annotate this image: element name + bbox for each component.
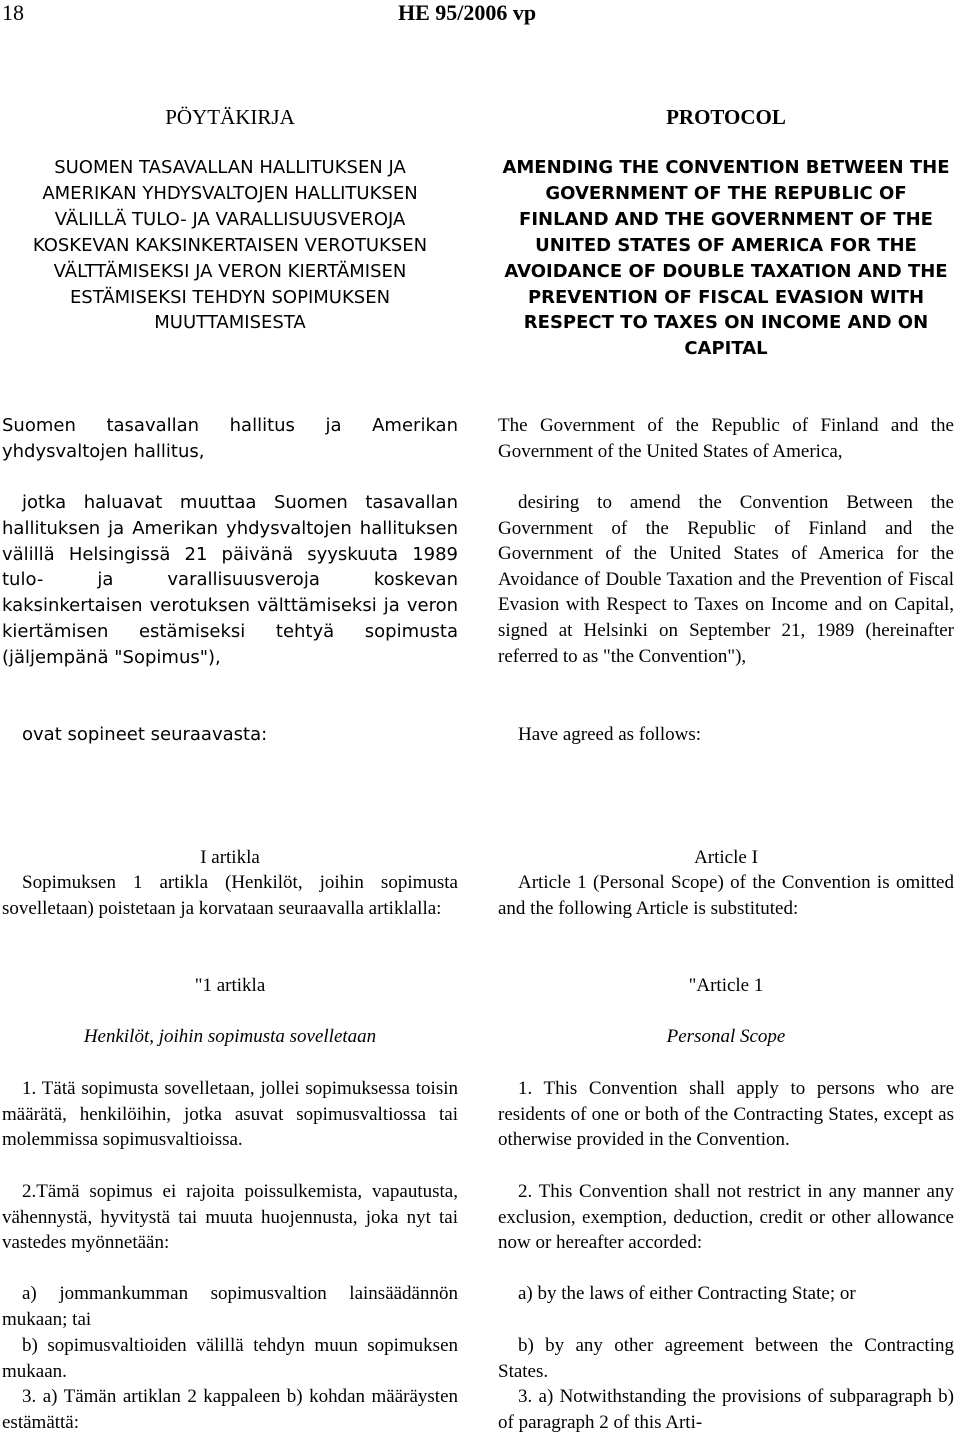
english-para-1: 1. This Convention shall apply to persons who are residents of one or both of the Contracting States, except as otherwise provided in the Convention. (498, 1078, 954, 1151)
finnish-para-2b: b) sopimusvaltioiden välillä tehdyn muun sopimuksen mukaan. (2, 1335, 458, 1382)
finnish-agreed: ovat sopineet seuraavasta: (22, 724, 268, 745)
english-para-2a: a) by the laws of either Contracting State; or (518, 1283, 856, 1304)
finnish-para-2a: a) jommankumman sopimusvaltion lainsäädännön mukaan; tai (2, 1283, 458, 1330)
page-number: 18 (2, 0, 24, 25)
english-agreed: Have agreed as follows: (518, 724, 702, 745)
finnish-para-1: 1. Tätä sopimusta sovelletaan, jollei sopimuksessa toisin määrätä, henkilöihin, jotka asuvat sopimusvaltiossa tai molemmissa sopimusvaltioissa. (2, 1078, 458, 1151)
finnish-parties: Suomen tasavallan hallitus ja Amerikan yhdysvaltojen hallitus, (2, 415, 458, 462)
page-header (0, 0, 960, 34)
finnish-article-title: I artikla (200, 847, 260, 868)
english-parties: The Government of the Republic of Finland and the Government of the United States of America, (498, 415, 954, 462)
english-desiring: desiring to amend the Convention Between the Government of the Republic of Finland and the Government of the United States of America for the Avoidance of Double Taxation and the Prevention of Fiscal Evasion with Respect to Taxes on Income and on Capital, signed at Helsinki on September 21, 1989 (hereinafter referred to as "the Convention"), (498, 492, 954, 667)
english-quoted-article: "Article 1 (688, 975, 764, 996)
english-para-3: 3. a) Notwithstanding the provisions of subparagraph b) of paragraph 2 of this Arti- (498, 1386, 954, 1433)
document-id: HE 95/2006 vp (398, 0, 537, 25)
finnish-scope-title: Henkilöt, joihin sopimusta sovelletaan (83, 1026, 377, 1047)
finnish-title: PÖYTÄKIRJA (165, 105, 295, 129)
english-para-2b: b) by any other agreement between the Contracting States. (498, 1335, 954, 1382)
english-scope-title: Personal Scope (666, 1026, 786, 1047)
english-heading: AMENDING THE CONVENTION BETWEEN THE GOVERNMENT OF THE REPUBLIC OF FINLAND AND THE GOVERNMENT OF THE UNITED STATES OF AMERICA FOR THE AVOIDANCE OF DOUBLE TAXATION AND THE PREVENTION OF FISCAL EVASION WITH RESPECT TO TAXES ON INCOME AND ON CAPITAL (502, 157, 950, 360)
finnish-desiring: jotka haluavat muuttaa Suomen tasavallan hallituksen ja Amerikan yhdysvaltojen hallituksen välillä Helsingissä 21 päivänä syyskuuta 1989 tulo- ja varallisuusveroja koskevan kaksinkertaisen verotuksen välttämiseksi ja veron kiertämisen estämiseksi tehtyä sopimusta (jäljempänä "Sopimus"), (2, 492, 458, 668)
finnish-quoted-article: "1 artikla (194, 975, 266, 996)
finnish-para-3: 3. a) Tämän artiklan 2 kappaleen b) kohdan määräysten estämättä: (2, 1386, 458, 1433)
finnish-para-2: 2.Tämä sopimus ei rajoita poissulkemista, vapautusta, vähennystä, hyvitystä tai muuta huojennusta, joka nyt tai vastedes myönnetään: (2, 1181, 458, 1254)
finnish-heading: SUOMEN TASAVALLAN HALLITUKSEN JA AMERIKAN YHDYSVALTOJEN HALLITUKSEN VÄLILLÄ TULO- JA VARALLISUUSVEROJA KOSKEVAN KAKSINKERTAISEN VEROTUKSEN VÄLTTÄMISEKSI JA VERON KIERTÄMISEN ESTÄMISEKSI TEHDYN SOPIMUKSEN MUUTTAMISESTA (32, 157, 428, 334)
english-para-2: 2. This Convention shall not restrict in any manner any exclusion, exemption, deduction, credit or other allowance now or hereafter accorded: (498, 1181, 954, 1254)
finnish-article-intro: Sopimuksen 1 artikla (Henkilöt, joihin sopimusta sovelletaan) poistetaan ja korvataan seuraavalla artiklalla: (2, 872, 458, 919)
english-article-title: Article I (694, 847, 758, 868)
english-title: PROTOCOL (666, 105, 786, 129)
english-article-intro: Article 1 (Personal Scope) of the Convention is omitted and the following Article is substituted: (498, 872, 954, 919)
